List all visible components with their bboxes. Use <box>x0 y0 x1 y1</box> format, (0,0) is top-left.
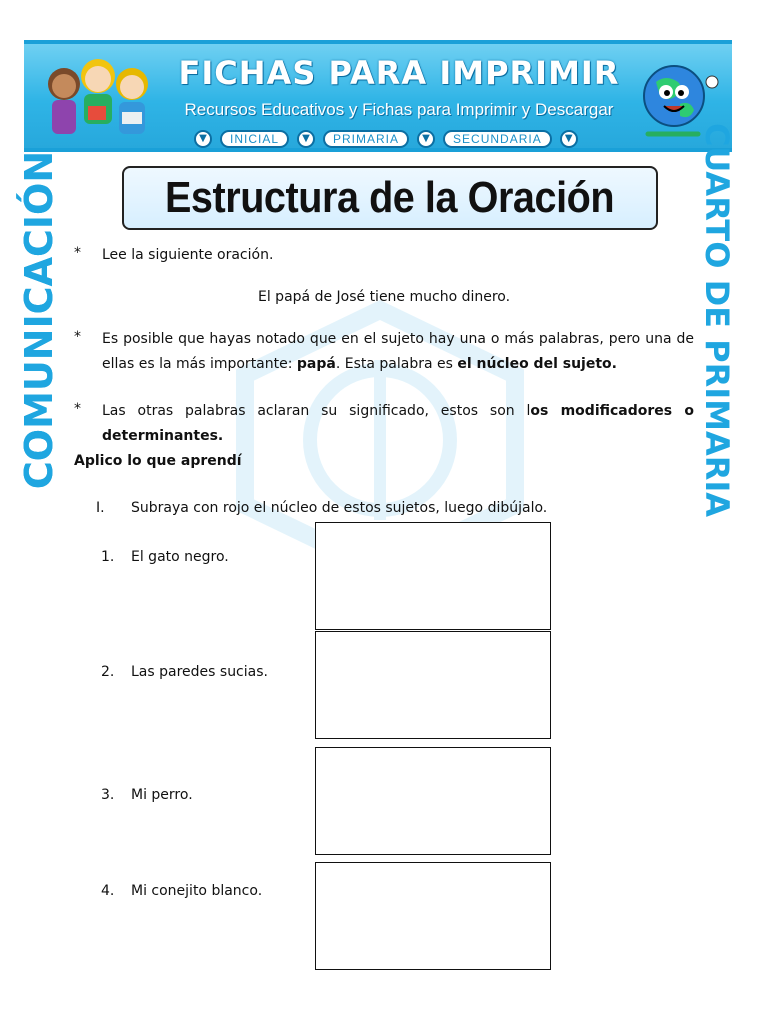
drawing-box[interactable] <box>315 747 551 855</box>
item-text: Las paredes sucias. <box>131 664 268 680</box>
subject-label-vertical <box>14 150 64 490</box>
item-number: 4. <box>101 883 115 899</box>
nav-inicial[interactable]: INICIAL <box>220 130 289 148</box>
site-title: FICHAS PARA IMPRIMIR <box>178 54 620 92</box>
worksheet-title: Estructura de la Oración <box>165 173 615 222</box>
keyword-modificadores: os modificadores o determinantes. <box>102 403 694 444</box>
children-illustration-icon <box>32 48 162 148</box>
bullet-marker: * <box>74 245 81 261</box>
chevron-down-icon[interactable]: ▼ <box>417 130 435 148</box>
subject-label-text: COMUNICACIÓN <box>17 150 61 490</box>
nav-primaria[interactable]: PRIMARIA <box>323 130 409 148</box>
chevron-down-icon[interactable]: ▼ <box>194 130 212 148</box>
keyword-papa: papá <box>296 356 336 372</box>
explanation-text: Es posible que hayas notado que en el sujeto hay una o más palabras, pero una de ellas es la más importante: <box>102 331 694 372</box>
drawing-box[interactable] <box>315 862 551 970</box>
instruction-numeral: I. <box>96 500 105 516</box>
site-subtitle: Recursos Educativos y Fichas para Imprimir y Descargar <box>184 100 614 119</box>
item-text: El gato negro. <box>131 549 229 565</box>
drawing-box[interactable] <box>315 522 551 630</box>
drawing-box[interactable] <box>315 631 551 739</box>
bullet-marker: * <box>74 401 81 417</box>
chevron-down-icon[interactable]: ▼ <box>297 130 315 148</box>
explanation-modifiers <box>102 399 694 449</box>
bullet-marker: * <box>74 329 81 345</box>
worksheet-title-box <box>122 166 658 230</box>
section-heading: Aplico lo que aprendí <box>74 453 242 469</box>
explanation-nucleus <box>102 327 694 377</box>
item-number: 3. <box>101 787 115 803</box>
explanation-text: . Esta palabra es <box>335 356 458 372</box>
nav-secundaria[interactable]: SECUNDARIA <box>443 130 552 148</box>
top-nav <box>194 128 634 150</box>
explanation-text: Las otras palabras aclaran su significado, estos son l <box>102 403 531 419</box>
grade-label-vertical <box>692 122 742 518</box>
grade-label-text: CUARTO DE PRIMARIA <box>698 122 736 518</box>
item-number: 2. <box>101 664 115 680</box>
keyword-nucleo: el núcleo del sujeto. <box>457 356 617 372</box>
item-text: Mi conejito blanco. <box>131 883 263 899</box>
header-banner <box>24 40 732 152</box>
item-number: 1. <box>101 549 115 565</box>
item-text: Mi perro. <box>131 787 193 803</box>
example-sentence: El papá de José tiene mucho dinero. <box>258 289 511 305</box>
chevron-down-icon[interactable]: ▼ <box>560 130 578 148</box>
instruction-text: Subraya con rojo el núcleo de estos sujetos, luego dibújalo. <box>131 500 548 516</box>
instruction-read: Lee la siguiente oración. <box>102 247 274 263</box>
